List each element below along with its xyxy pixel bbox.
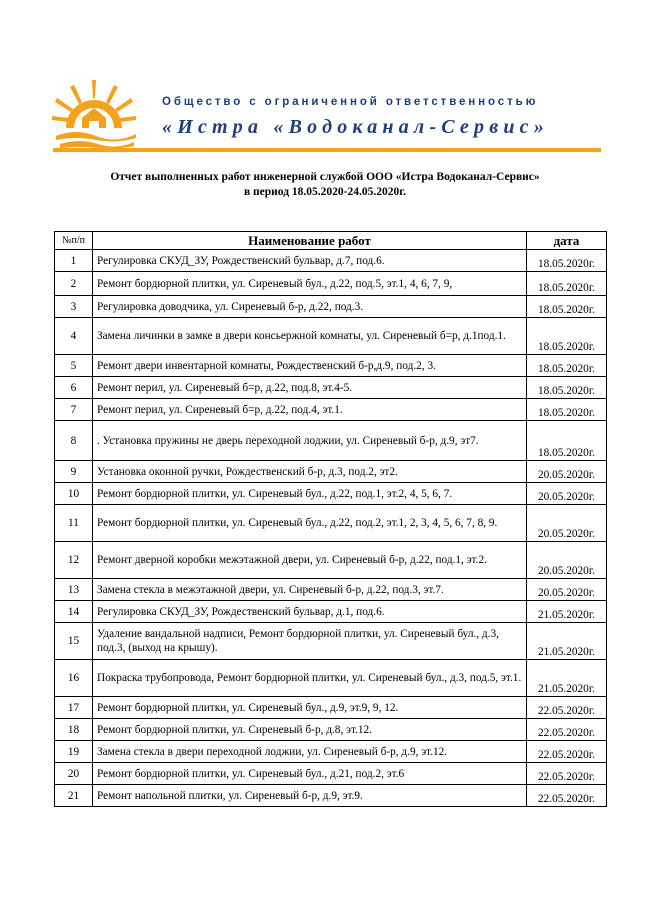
row-work-description: Удаление вандальной надписи, Ремонт бордюрной плитки, ул. Сиреневый бул., д.3, под.3, (выход на крышу). <box>93 623 527 660</box>
row-work-description: Установка оконной ручки, Рождественский б-р, д.3, под.2, эт2. <box>93 461 527 483</box>
row-date: 20.05.2020г. <box>527 461 607 483</box>
report-period: в период 18.05.2020-24.05.2020г. <box>243 186 407 198</box>
row-number: 5 <box>55 355 93 377</box>
row-number: 19 <box>55 741 93 763</box>
table-row <box>55 763 607 785</box>
row-date: 22.05.2020г. <box>527 741 607 763</box>
table-row <box>55 296 607 318</box>
row-date: 18.05.2020г. <box>527 421 607 461</box>
column-header-date: дата <box>527 232 607 250</box>
table-row <box>55 542 607 579</box>
row-number: 10 <box>55 483 93 505</box>
table-row <box>55 660 607 697</box>
report-title: Отчет выполненных работ инженерной службой ООО «Истра Водоканал-Сервис» <box>110 171 540 183</box>
table-row <box>55 461 607 483</box>
row-work-description: Регулировка СКУД_ЗУ, Рождественский бульвар, д.7, под.6. <box>93 250 527 272</box>
row-date: 18.05.2020г. <box>527 250 607 272</box>
row-work-description: Ремонт перил, ул. Сиреневый б=р, д.22, под.8, эт.4-5. <box>93 377 527 399</box>
row-number: 20 <box>55 763 93 785</box>
row-work-description: Ремонт дверной коробки межэтажной двери, ул. Сиреневый б-р, д.22, под.1, эт.2. <box>93 542 527 579</box>
row-work-description: Ремонт бордюрной плитки, ул. Сиреневый бул., д.22, под.5, эт.1, 4, 6, 7, 9, <box>93 272 527 296</box>
table-row <box>55 483 607 505</box>
row-work-description: Регулировка СКУД_ЗУ, Рождественский бульвар, д.1, под.6. <box>93 601 527 623</box>
row-work-description: Замена стекла в межэтажной двери, ул. Сиреневый б-р, д.22, под.3, эт.7. <box>93 579 527 601</box>
row-date: 18.05.2020г. <box>527 296 607 318</box>
row-work-description: Ремонт бордюрной плитки, ул. Сиреневый б-р, д.8, эт.12. <box>93 719 527 741</box>
table-row <box>55 399 607 421</box>
works-table <box>54 231 607 807</box>
row-number: 12 <box>55 542 93 579</box>
company-line1: Общество с ограниченной ответственностью <box>162 96 539 108</box>
row-work-description: Ремонт бордюрной плитки, ул. Сиреневый бул., д.22, под.2, эт.1, 2, 3, 4, 5, 6, 7, 8, 9. <box>93 505 527 542</box>
row-number: 11 <box>55 505 93 542</box>
row-date: 22.05.2020г. <box>527 785 607 807</box>
row-work-description: Ремонт бордюрной плитки, ул. Сиреневый бул., д.21, под.2, эт.6 <box>93 763 527 785</box>
row-number: 14 <box>55 601 93 623</box>
row-date: 18.05.2020г. <box>527 355 607 377</box>
row-number: 15 <box>55 623 93 660</box>
row-number: 17 <box>55 697 93 719</box>
row-work-description: Ремонт бордюрной плитки, ул. Сиреневый бул., д.9, эт.9, 9, 12. <box>93 697 527 719</box>
table-row <box>55 421 607 461</box>
row-number: 4 <box>55 318 93 355</box>
table-row <box>55 355 607 377</box>
row-work-description: Регулировка доводчика, ул. Сиреневый б-р, д.22, под.3. <box>93 296 527 318</box>
row-number: 21 <box>55 785 93 807</box>
row-work-description: Замена стекла в двери переходной лоджии, ул. Сиреневый б-р, д.9, эт.12. <box>93 741 527 763</box>
row-work-description: Замена личинки в замке в двери консьержной комнаты, ул. Сиреневый б=р, д.1под.1. <box>93 318 527 355</box>
row-number: 7 <box>55 399 93 421</box>
row-date: 18.05.2020г. <box>527 399 607 421</box>
row-number: 8 <box>55 421 93 461</box>
row-date: 20.05.2020г. <box>527 483 607 505</box>
row-date: 22.05.2020г. <box>527 697 607 719</box>
row-number: 9 <box>55 461 93 483</box>
column-header-number: №п/п <box>55 232 93 250</box>
column-header-work: Наименование работ <box>93 232 527 250</box>
header-divider <box>53 148 601 152</box>
row-date: 21.05.2020г. <box>527 660 607 697</box>
row-date: 21.05.2020г. <box>527 623 607 660</box>
row-work-description: Покраска трубопровода, Ремонт бордюрной плитки, ул. Сиреневый бул., д.3, под.5, эт.1. <box>93 660 527 697</box>
table-row <box>55 318 607 355</box>
row-number: 2 <box>55 272 93 296</box>
row-date: 18.05.2020г. <box>527 272 607 296</box>
table-row <box>55 785 607 807</box>
company-name: «Истра «Водоканал-Сервис» <box>162 116 549 138</box>
table-row <box>55 697 607 719</box>
row-date: 20.05.2020г. <box>527 579 607 601</box>
row-number: 18 <box>55 719 93 741</box>
row-work-description: . Установка пружины не дверь переходной лоджии, ул. Сиреневый б-р, д.9, эт7. <box>93 421 527 461</box>
row-date: 20.05.2020г. <box>527 505 607 542</box>
table-row <box>55 623 607 660</box>
table-header-row <box>55 232 607 250</box>
table-row <box>55 579 607 601</box>
row-number: 6 <box>55 377 93 399</box>
table-row <box>55 250 607 272</box>
row-work-description: Ремонт двери инвентарной комнаты, Рождественский б-р,д.9, под.2, 3. <box>93 355 527 377</box>
table-row <box>55 719 607 741</box>
row-number: 13 <box>55 579 93 601</box>
table-row <box>55 505 607 542</box>
row-work-description: Ремонт перил, ул. Сиреневый б=р, д.22, под.4, эт.1. <box>93 399 527 421</box>
row-date: 18.05.2020г. <box>527 318 607 355</box>
row-number: 3 <box>55 296 93 318</box>
row-number: 16 <box>55 660 93 697</box>
row-date: 21.05.2020г. <box>527 601 607 623</box>
row-date: 20.05.2020г. <box>527 542 607 579</box>
row-date: 18.05.2020г. <box>527 377 607 399</box>
sun-house-logo-icon <box>52 78 138 150</box>
table-row <box>55 601 607 623</box>
row-date: 22.05.2020г. <box>527 763 607 785</box>
row-work-description: Ремонт бордюрной плитки, ул. Сиреневый бул., д.22, под.1, эт.2, 4, 5, 6, 7. <box>93 483 527 505</box>
table-row <box>55 741 607 763</box>
row-date: 22.05.2020г. <box>527 719 607 741</box>
table-row <box>55 272 607 296</box>
row-work-description: Ремонт напольной плитки, ул. Сиреневый б-р, д.9, эт.9. <box>93 785 527 807</box>
table-row <box>55 377 607 399</box>
row-number: 1 <box>55 250 93 272</box>
